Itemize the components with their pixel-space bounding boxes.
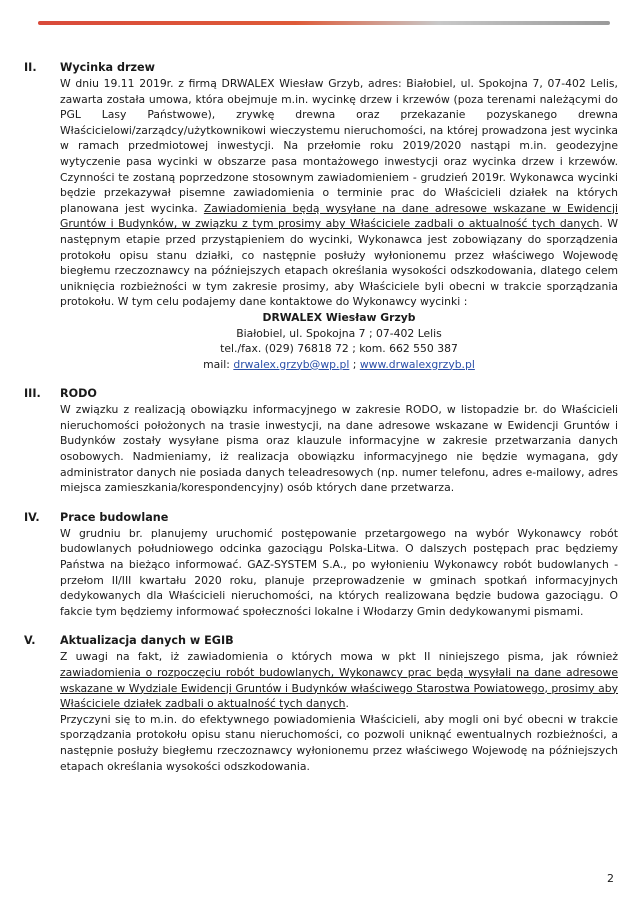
section-title: Prace budowlane (60, 510, 169, 524)
section-number: III. (24, 387, 41, 401)
section-heading (22, 60, 618, 76)
section-construction-works (22, 510, 618, 620)
paragraph-text: W dniu 19.11 2019r. z firmą DRWALEX Wiesław Grzyb, adres: Białobiel, ul. Spokojna 7, 07-402 Lelis, zawarta została umowa, która obejmuje m.in. wycinkę drzew i krzewów (poza terenami należącymi do PGL Lasy Państwowe), zrywkę drewna oraz przekazanie pozyskanego drewna Właścicielowi/zarządcy/użytkownikowi wieczystemu nieruchomości, na której prowadzona jest wycinka w ramach przedmiotowej inwestycji. Na przełomie roku 2019/2020 nastąpi m.in. geodezyjne wytyczenie pasa wycinki w obszarze pasa montażowego inwestycji oraz wycinka drzew i krzewów. Czynności te zostaną poprzedzone stosownym zawiadomieniem - grudzień 2019r. Wykonawca wycinki będzie przekazywał pisemne zawiadomienia o terminie prac do Właścicieli działek na których planowana jest wycinka. (60, 77, 618, 215)
underlined-text: zawiadomienia o rozpoczęciu robót budowlanych, Wykonawcy prac będą wysyłali na dane adresowe wskazane w Wydziale Ewidencji Gruntów i Budynków właściwego Starostwa Powiatowego, prosimy aby Właściciele działek zadbali o aktualność tych danych (60, 666, 618, 711)
section-egib-update (22, 633, 618, 774)
paragraph-text: . W następnym etapie przed przystąpieniem do wycinki, Wykonawca jest zobowiązany do sporządzenia protokołu opisu stanu działki, co następnie posłuży wyłonionemu przez właściwego Wojewodę biegłemu rzeczoznawcy na późniejszych etapach określania wysokości odszkodowania, dlatego celem uniknięcia rozbieżności w tym zakresie prosimy, aby Właściciele byli obecni w trakcie sporządzania protokołu. W tym celu podajemy dane kontaktowe do Wykonawcy wycinki : (60, 217, 618, 309)
section-number: II. (24, 61, 37, 74)
section-title: Wycinka drzew (60, 61, 155, 74)
section-paragraph: Przyczyni się to m.in. do efektywnego powiadomienia Właścicieli, aby mogli oni być obecni w trakcie sporządzania protokołu opisu stanu nieruchomości, co pozwoli uniknąć ewentualnych rozbieżności, a następnie posłuży biegłemu rzeczoznawcy wyłonionemu przez właściwego Wojewodę na późniejszych etapach określania wysokości odszkodowania. (60, 712, 618, 773)
contractor-address: Białobiel, ul. Spokojna 7 ; 07-402 Lelis (236, 326, 442, 340)
mail-label: mail: (203, 357, 230, 371)
section-title: RODO (60, 387, 97, 401)
section-title: Aktualizacja danych w EGIB (60, 634, 234, 648)
underlined-text: Zawiadomienia będą wysyłane na dane adresowe wskazane w Ewidencji Gruntów i Budynków, w związku z tym prosimy aby Właściciele zadbali o aktualność tych danych (60, 201, 618, 231)
section-heading (22, 386, 618, 402)
section-rodo (22, 386, 618, 496)
email-link[interactable]: drwalex.grzyb@wp.pl (233, 357, 350, 371)
contractor-phone: tel./fax. (029) 76818 72 ; kom. 662 550 387 (220, 342, 458, 356)
website-link[interactable]: www.drwalexgrzyb.pl (359, 357, 475, 371)
header-accent-bar (38, 21, 610, 25)
link-separator: ; (349, 357, 360, 371)
section-number: IV. (24, 510, 40, 524)
section-number: V. (24, 634, 36, 648)
contractor-mail-line (60, 357, 618, 373)
contractor-contact (60, 310, 618, 372)
contractor-name: DRWALEX Wiesław Grzyb (262, 310, 416, 324)
paragraph-text: Z uwagi na fakt, iż zawiadomienia o których mowa w pkt II niniejszego pisma, jak również (60, 650, 618, 664)
paragraph-text: . (345, 697, 349, 711)
section-paragraph: W grudniu br. planujemy uruchomić postępowanie przetargowego na wybór Wykonawcy robót budowlanych południowego odcinka gazociągu Polska-Litwa. O dalszych postępach prac będziemy Państwa na bieżąco informować. GAZ-SYSTEM S.A., po wyłonieniu Wykonawcy robót budowlanych - przełom II/III kwartału 2020 roku, planuje przeprowadzenie w gminach spotkań informacyjnych dedykowanych dla Właścicieli nieruchomości, na których realizowana będzie budowa gazociągu. O fakcie tym będziemy informować społeczności lokalne i Włodarzy Gmin dedykowanymi pismami. (60, 526, 618, 618)
document-page (22, 60, 618, 788)
section-tree-felling (22, 60, 618, 372)
section-paragraph: W związku z realizacją obowiązku informacyjnego w zakresie RODO, w listopadzie br. do Właścicieli nieruchomości położonych na trasie inwestycji, na dane adresowe wskazane w Ewidencji Gruntów i Budynków zostały wysyłane pisma oraz klauzule informacyjne w zakresie przetwarzania danych osobowych. Nadmieniamy, iż realizacja obowiązku informacyjnego nie będzie wymagana, gdy administrator danych nie posiada danych teleadresowych (np. numer telefonu, adres e-mailowy, adres miejsca zamieszkania/korespondencyjny) osób których dane przetwarza. (60, 403, 618, 495)
section-heading (22, 510, 618, 526)
section-paragraph (60, 76, 618, 310)
page-number: 2 (607, 872, 614, 885)
section-heading (22, 633, 618, 649)
section-paragraph (60, 649, 618, 711)
